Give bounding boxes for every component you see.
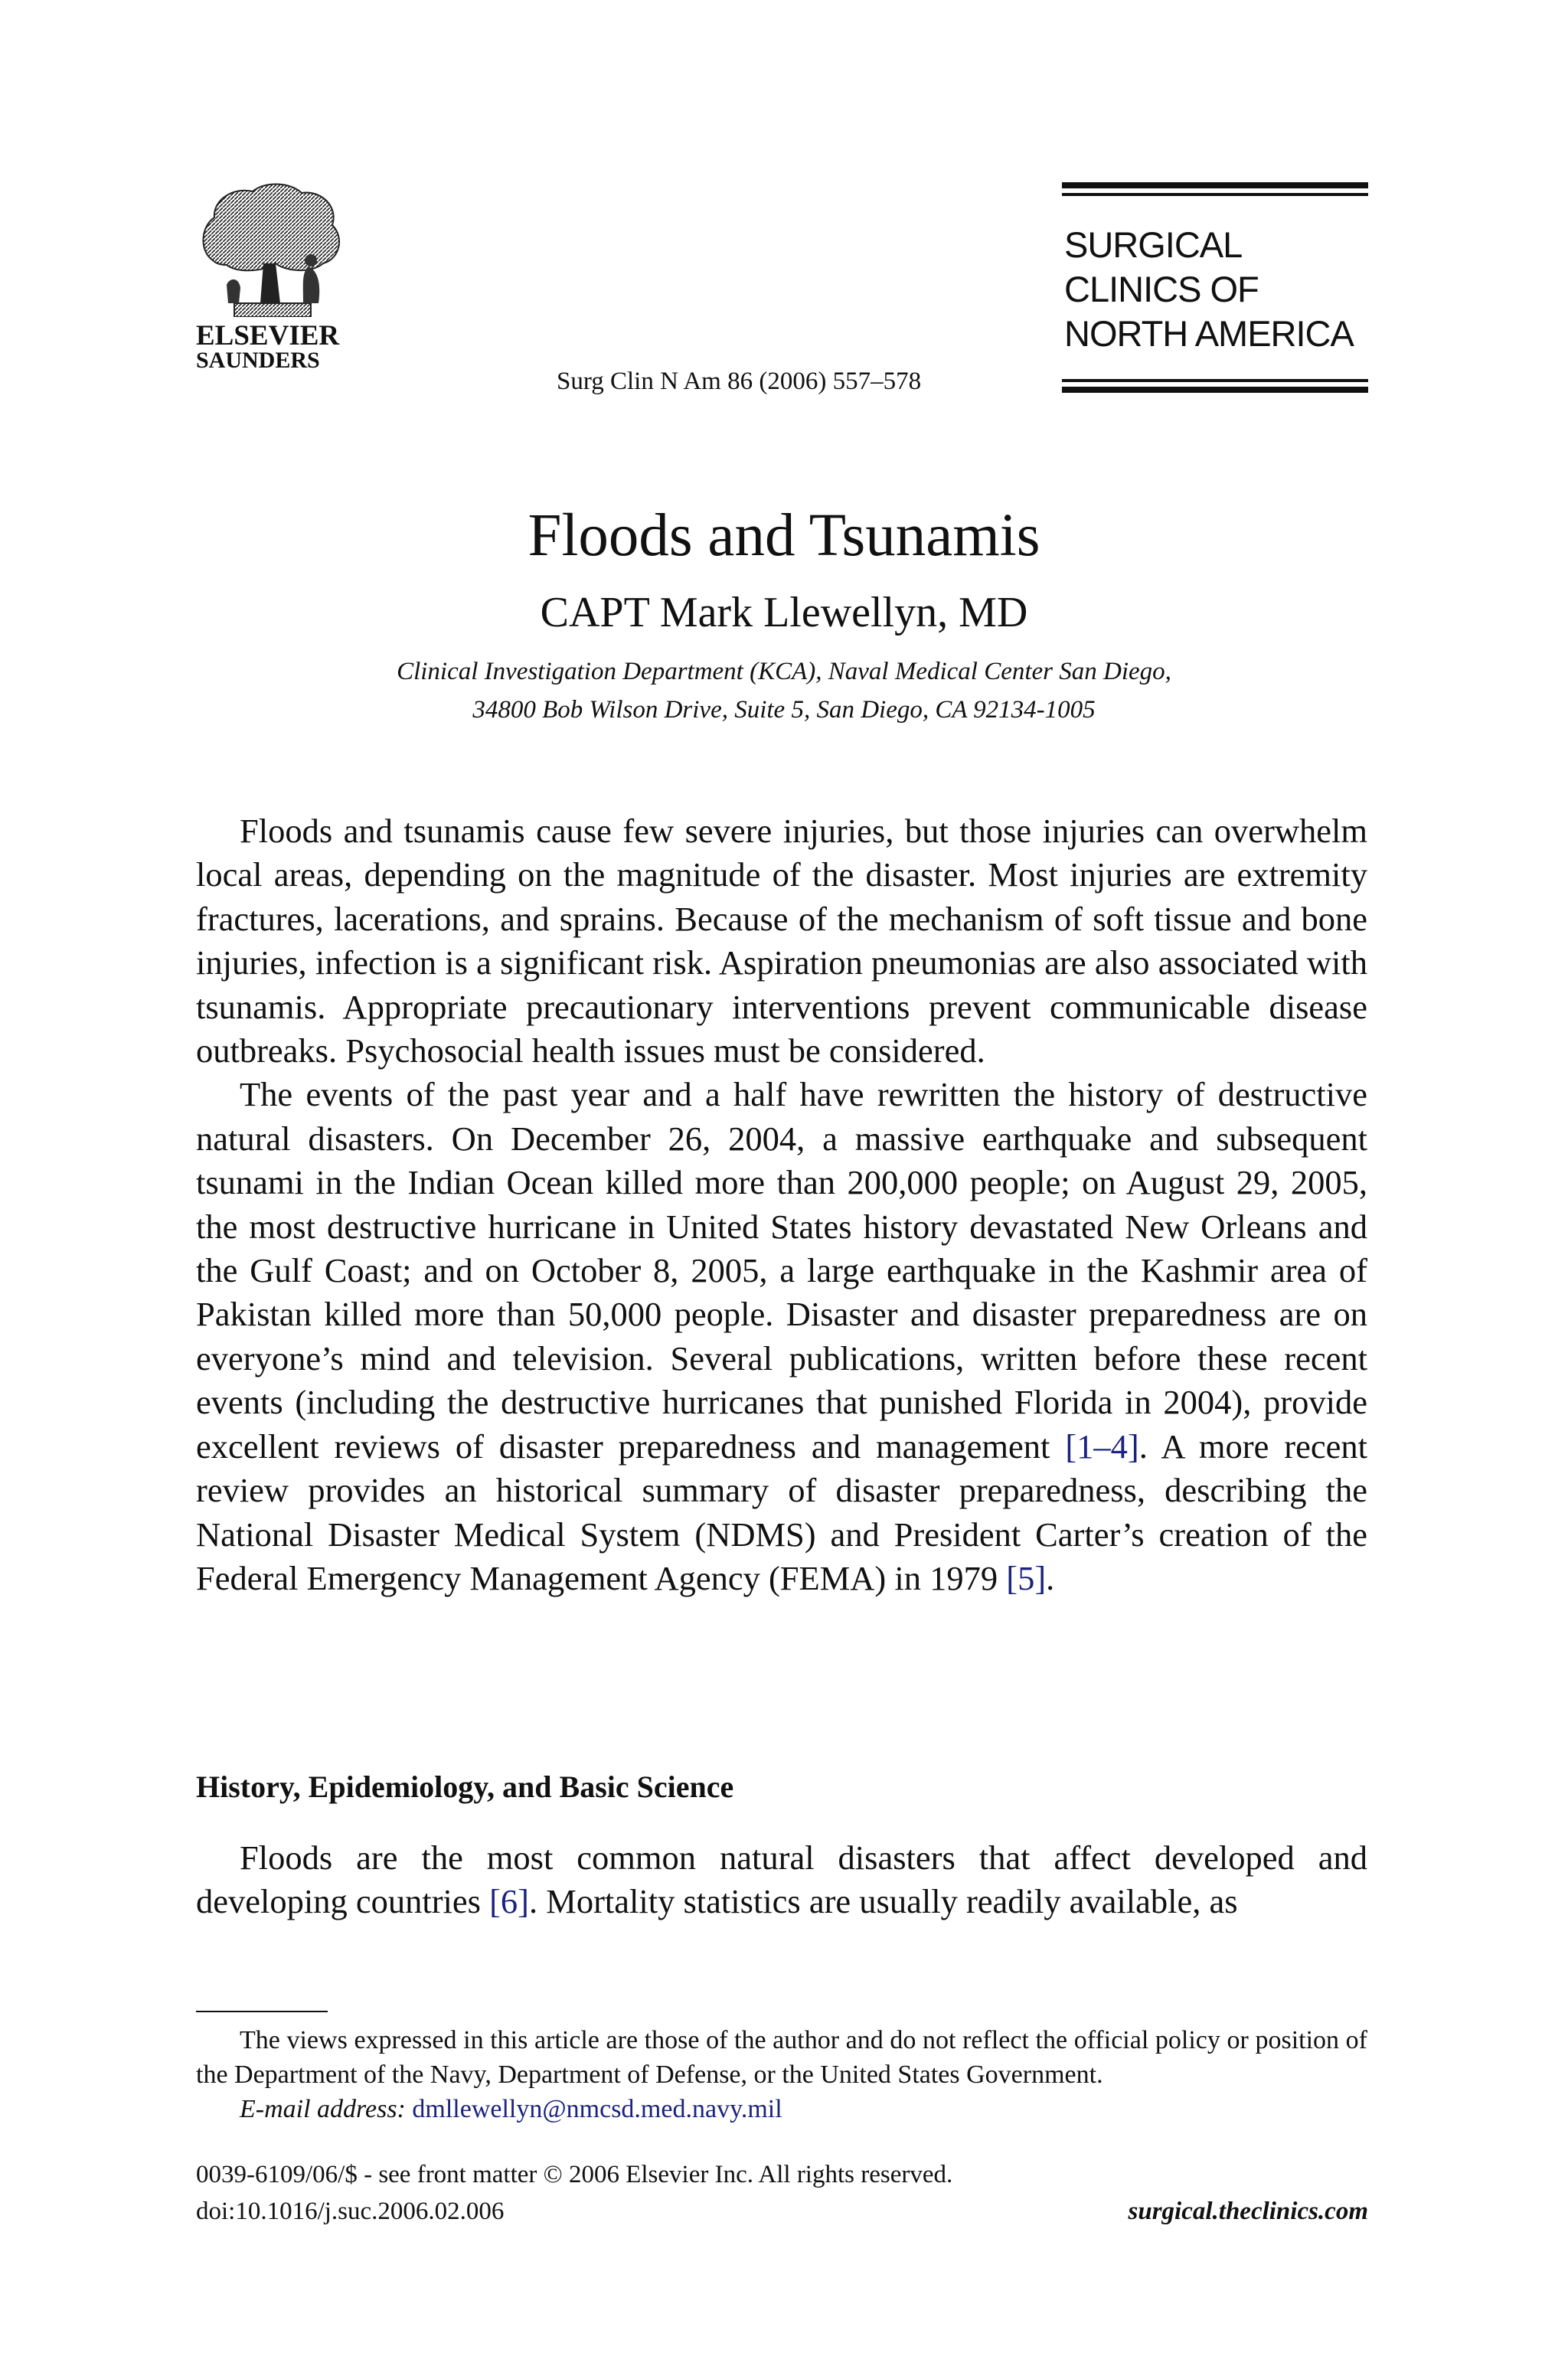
citation: Surg Clin N Am 86 (2006) 557–578 [557,368,922,395]
citation-link-5[interactable]: [5] [1006,1558,1047,1597]
journal-website[interactable]: surgical.theclinics.com [1128,2198,1368,2225]
publisher-imprint: SAUNDERS [196,348,320,373]
footnote-disclaimer: The views expressed in this article are those of the author and do not reflect the official policy or position of the Department of the Navy, Department of Defense, or the United States Government. [196,2026,1367,2089]
affiliation-line: Clinical Investigation Department (KCA), Naval Medical Center San Diego, [397,658,1171,685]
email-label: E-mail address: [240,2095,406,2123]
intro-text: The events of the past year and a half have rewritten the history of destructive natural disasters. On December 26, 2004, a massive earthquake and subsequent tsunami in the Indian Ocean killed more than 200,000 people; on August 29, 2005, the most destructive hurricane in United States history devastated New Orleans and the Gulf Coast; and on October 8, 2005, a large earthquake in the Kashmir area of Pakistan killed more than 50,000 people. Disaster and disaster preparedness are on everyone’s mind and television. Several publications, written before these recent events (including the destructive hurricanes that punished Florida in 2004), provide excellent reviews of disaster preparedness and management [196,1075,1367,1466]
journal-rule-bottom-2 [1062,387,1368,393]
section-text: Floods are the most common natural disasters that affect developed and developing countries [196,1838,1367,1921]
email-link[interactable]: dmllewellyn@nmcsd.med.navy.mil [412,2095,782,2123]
journal-name-line: SURGICAL [1064,224,1243,265]
section-text: . Mortality statistics are usually readily available, as [529,1882,1238,1921]
article-author: CAPT Mark Llewellyn, MD [540,589,1028,636]
footnote-email [196,2092,1367,2126]
citation-link-1-4[interactable]: [1–4] [1065,1427,1139,1466]
section-paragraph [196,1836,1367,1924]
doi-line[interactable]: doi:10.1016/j.suc.2006.02.006 [196,2198,505,2225]
citation-link-6[interactable]: [6] [489,1882,529,1921]
section-body [196,1836,1367,1924]
article-body [196,809,1367,1600]
author-affiliation [0,652,1568,729]
intro-text: . [1046,1558,1055,1597]
affiliation-line: 34800 Bob Wilson Drive, Suite 5, San Diego, CA 92134-1005 [472,696,1096,724]
journal-name-line: CLINICS OF [1064,269,1259,309]
footnote-rule [196,2011,328,2012]
journal-rule-top-1 [1062,182,1368,188]
section-heading: History, Epidemiology, and Basic Science [196,1770,734,1804]
article-title: Floods and Tsunamis [528,502,1040,569]
abstract-paragraph: Floods and tsunamis cause few severe injuries, but those injuries can overwhelm local areas, depending on the magnitude of the disaster. Most injuries are extremity fractures, lacerations, and sprains. Because of the mechanism of soft tissue and bone injuries, infection is a significant risk. Aspiration pneumonias are also associated with tsunamis. Appropriate precautionary interventions prevent communicable disease outbreaks. Psychosocial health issues must be considered. [196,812,1367,1070]
journal-rule-top-2 [1062,193,1368,196]
copyright-line: 0039-6109/06/$ - see front matter © 2006 Elsevier Inc. All rights reserved. [196,2161,953,2188]
publisher-name: ELSEVIER [196,320,340,351]
intro-paragraph [196,1073,1367,1600]
footnote [196,2023,1367,2126]
publisher-logo [196,181,346,374]
tree-logo-icon [196,181,346,317]
journal-name [1064,223,1354,356]
journal-name-line: NORTH AMERICA [1064,313,1354,354]
journal-rule-bottom-1 [1062,379,1368,382]
intro-text: . A more recent review provides an historical summary of disaster preparedness, describing the National Disaster Medical System (NDMS) and President Carter’s creation of the Federal Emergency Management Agency (FEMA) in 1979 [196,1427,1367,1597]
